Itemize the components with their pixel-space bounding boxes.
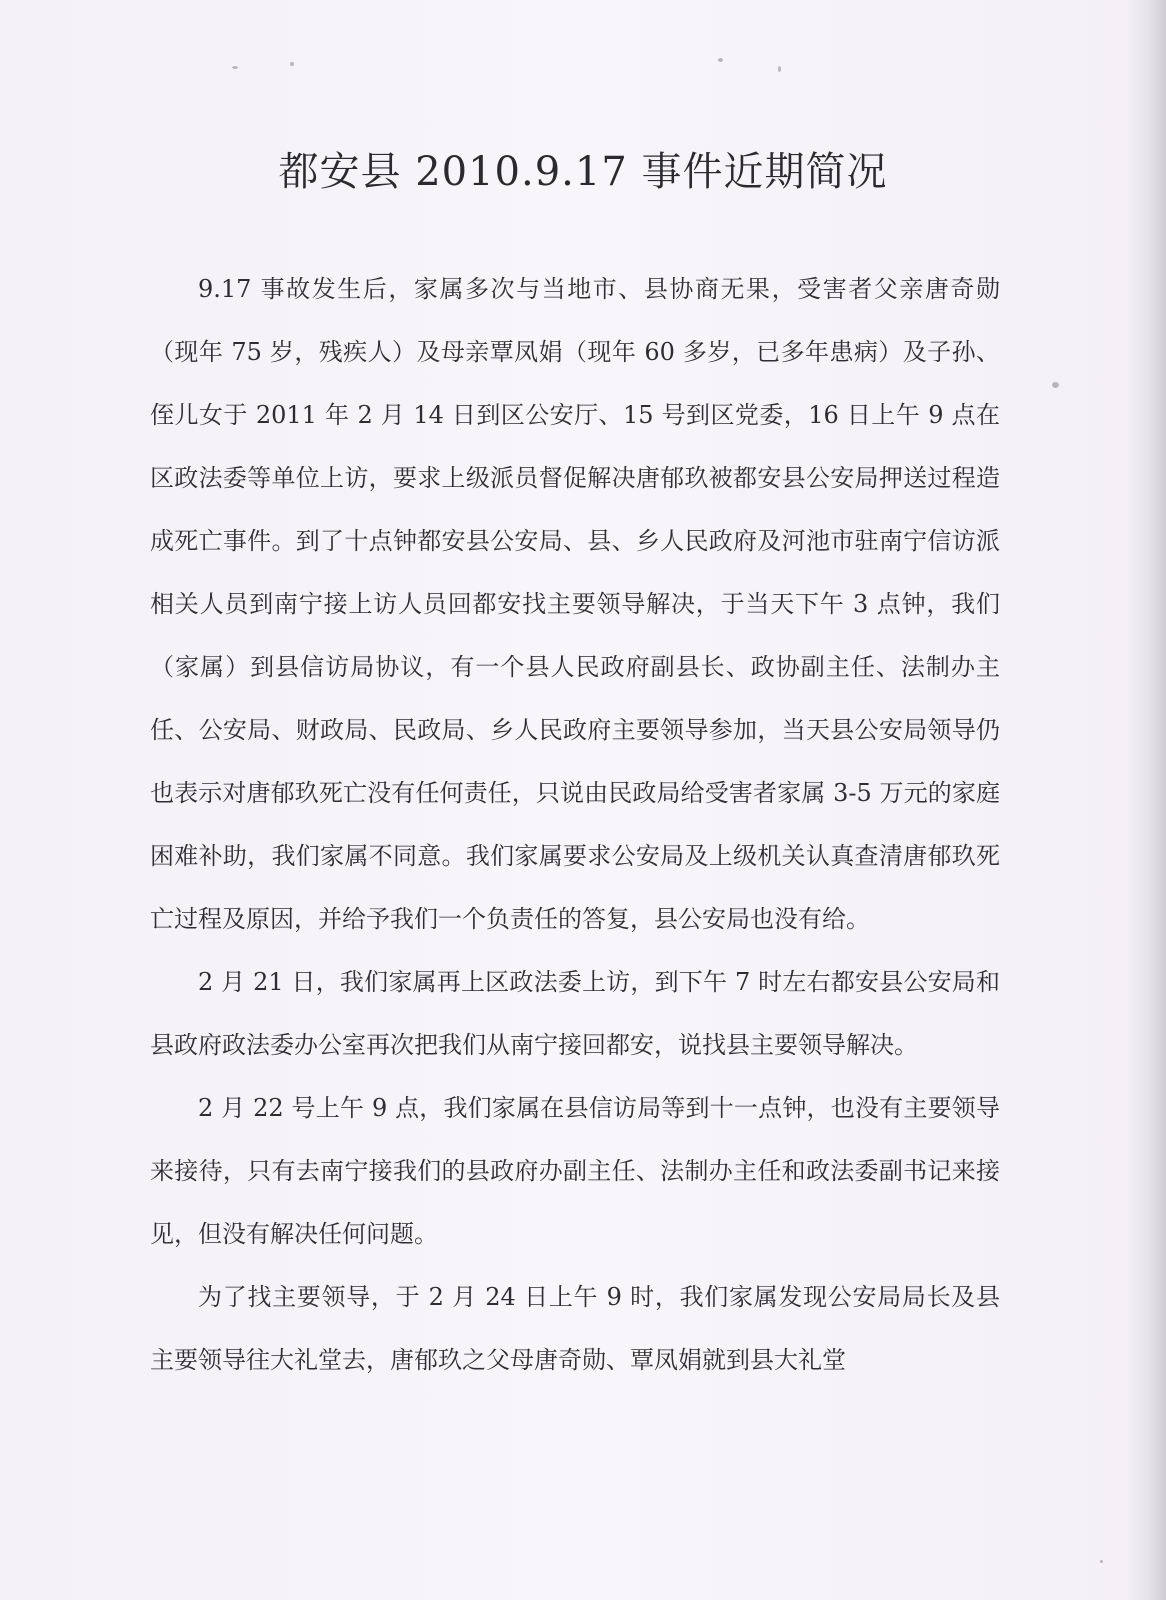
paragraph: 2 月 22 号上午 9 点，我们家属在县信访局等到十一点钟，也没有主要领导来接待，只有去南宁接我们的县政府办副主任、法制办主任和政法委副书记来接见，但没有解决任何问题。 (150, 1094, 1000, 1248)
document-title: 都安县 2010.9.17 事件近期简况 (278, 149, 888, 195)
scan-speck (778, 66, 781, 72)
scan-speck (718, 58, 723, 62)
scan-speck (1052, 382, 1059, 388)
scan-edge-shadow (1128, 0, 1166, 1600)
scan-speck (232, 66, 238, 69)
scan-speck (1100, 1560, 1103, 1563)
paragraph: 为了找主要领导，于 2 月 24 日上午 9 时，我们家属发现公安局局长及县主要领导往大礼堂去，唐郁玖之父母唐奇勋、覃凤娟就到县大礼堂 (150, 1283, 1000, 1374)
paragraph: 2 月 21 日，我们家属再上区政法委上访，到下午 7 时左右都安县公安局和县政府政法委办公室再次把我们从南宁接回都安，说找县主要领导解决。 (150, 968, 1000, 1059)
scan-speck (290, 62, 294, 66)
paragraph: 9.17 事故发生后，家属多次与当地市、县协商无果，受害者父亲唐奇勋（现年 75 岁，残疾人）及母亲覃凤娟（现年 60 多岁，已多年患病）及子孙、侄儿女于 2011 年 2 月 14 日到区公安厅、15 号到区党委，16 日上午 9 点在区政法委等单位上访，要求上级派员督促解决唐郁玖被都安县公安局押送过程造成死亡事件。到了十点钟都安县公安局、县、乡人民政府及河池市驻南宁信访派相关人员到南宁接上访人员回都安找主要领导解决，于当天下午 3 点钟，我们（家属）到县信访局协议，有一个县人民政府副县长、政协副主任、法制办主任、公安局、财政局、民政局、乡人民政府主要领导参加，当天县公安局领导仍也表示对唐郁玖死亡没有任何责任，只说由民政局给受害者家属 3-5 万元的家庭困难补助，我们家属不同意。我们家属要求公安局及上级机关认真查清唐郁玖死亡过程及原因，并给予我们一个负责任的答复，县公安局也没有给。 (150, 275, 1000, 933)
document-body (150, 258, 1000, 1392)
